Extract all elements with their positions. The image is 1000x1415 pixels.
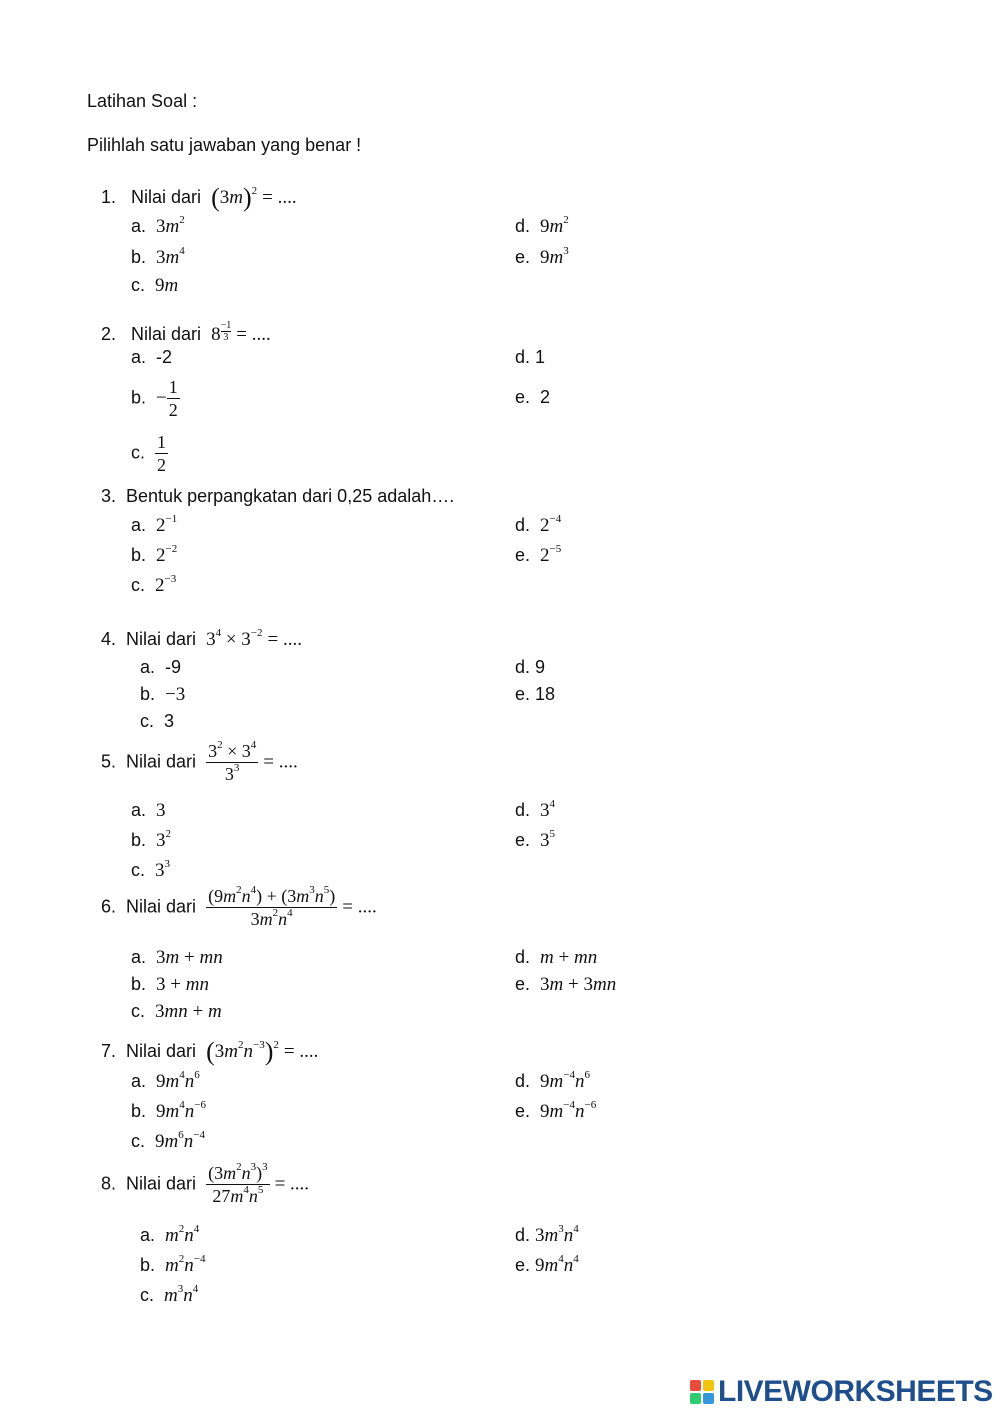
question-5: 5. Nilai dari $\frac{3^2 \times 3^4}{3^3}$ = .... (101, 739, 298, 784)
liveworksheets-logo[interactable] (690, 1372, 993, 1412)
option-d[interactable]: d. $3^4$ (515, 798, 556, 821)
option-c[interactable]: c. $\frac{1}{2}$ (131, 432, 167, 475)
question-expression: $\frac{(9m^2n^4) + (3m^3n^5)}{3m^2n^4}$ (208, 884, 336, 929)
option-b[interactable]: b. −3 (140, 684, 186, 705)
option-a[interactable]: a. $9m^4n^6$ (131, 1069, 200, 1092)
option-c[interactable]: c. $m^3n^4$ (140, 1283, 199, 1306)
question-expression: $\frac{(3m^2n^3)^3}{27m^4n^5}$ (208, 1161, 268, 1206)
option-b[interactable]: b. $9m^4n^{-6}$ (131, 1099, 206, 1122)
option-d[interactable]: d. 1 (515, 347, 546, 367)
option-c[interactable]: c. $3^3$ (131, 858, 171, 881)
option-a[interactable]: a. 3m + mn (131, 947, 223, 968)
question-number: 1. (101, 187, 117, 207)
option-a[interactable]: a. $m^2n^4$ (140, 1223, 200, 1246)
question-expression: 8 $\frac{-1}{3}$ (211, 320, 232, 345)
question-6: 6. Nilai dari $\frac{(9m^2n^4) + (3m^3n^5)}{3m^2n^4}$ = .... (101, 884, 377, 929)
option-d[interactable]: d. m + mn (515, 947, 598, 968)
question-4: 4. Nilai dari $3^4 \times 3^{-2}$ = .... (101, 627, 302, 650)
option-e[interactable]: e. $9m^3$ (515, 245, 569, 268)
option-e[interactable]: e. $9m^4n^4$ (515, 1253, 579, 1276)
question-3: 3. Bentuk perpangkatan dari 0,25 adalah…. (101, 486, 455, 506)
option-d[interactable]: d. 9 (515, 657, 546, 677)
question-expression: $(3m)^2$ (211, 183, 258, 212)
option-c[interactable]: c. $2^{-3}$ (131, 573, 177, 596)
question-prefix: Nilai dari (131, 187, 202, 207)
option-a[interactable]: a. 3 (131, 800, 166, 821)
question-8: 8. Nilai dari $\frac{(3m^2n^3)^3}{27m^4n^5}$ = .... (101, 1161, 310, 1206)
logo-text: LIVEWORKSHEETS (718, 1375, 993, 1408)
option-b[interactable]: b. $m^2n^{-4}$ (140, 1253, 206, 1276)
instruction: Pilihlah satu jawaban yang benar ! (87, 135, 362, 155)
question-expression: $3^4 \times 3^{-2}$ (206, 627, 263, 650)
liveworksheets-logo-icon (690, 1380, 714, 1404)
option-d[interactable]: d. $3m^3n^4$ (515, 1223, 579, 1246)
question-expression: $\frac{3^2 \times 3^4}{3^3}$ (208, 739, 257, 784)
question-7: 7. Nilai dari $(3m^2n^{-3})^2$ = .... (101, 1037, 319, 1066)
option-d[interactable]: d. $9m^2$ (515, 214, 569, 237)
option-e[interactable]: e. $9m^{-4}n^{-6}$ (515, 1099, 597, 1122)
question-expression: $(3m^2n^{-3})^2$ (206, 1037, 279, 1066)
option-e[interactable]: e. 3m + 3mn (515, 974, 617, 995)
option-c[interactable]: c. 3 (140, 711, 175, 731)
page-title: Latihan Soal : (87, 91, 198, 111)
question-2: 2. Nilai dari 8 $\frac{-1}{3}$ = .... (101, 320, 271, 345)
option-c[interactable]: c. $9m^6n^{-4}$ (131, 1129, 205, 1152)
option-e[interactable]: e. $2^{-5}$ (515, 543, 562, 566)
option-b[interactable]: b. 3 + mn (131, 974, 209, 995)
option-c[interactable]: c. 9m (131, 275, 179, 296)
option-b[interactable]: b. − $\frac{1}{2}$ (131, 377, 178, 420)
option-e[interactable]: e. 18 (515, 684, 556, 704)
option-b[interactable]: b. $3m^4$ (131, 245, 185, 268)
option-e[interactable]: e. 2 (515, 387, 551, 407)
option-b[interactable]: b. $2^{-2}$ (131, 543, 178, 566)
option-d[interactable]: d. $2^{-4}$ (515, 513, 562, 536)
option-d[interactable]: d. $9m^{-4}n^6$ (515, 1069, 590, 1092)
option-a[interactable]: a. $3m^2$ (131, 214, 185, 237)
option-c[interactable]: c. 3mn + m (131, 1001, 222, 1022)
option-e[interactable]: e. $3^5$ (515, 828, 556, 851)
question-1: 1. Nilai dari $(3m)^2$ = .... (101, 183, 297, 212)
option-a[interactable]: a. -2 (131, 347, 173, 367)
option-a[interactable]: a. $2^{-1}$ (131, 513, 178, 536)
option-b[interactable]: b. $3^2$ (131, 828, 172, 851)
option-a[interactable]: a. -9 (140, 657, 182, 677)
